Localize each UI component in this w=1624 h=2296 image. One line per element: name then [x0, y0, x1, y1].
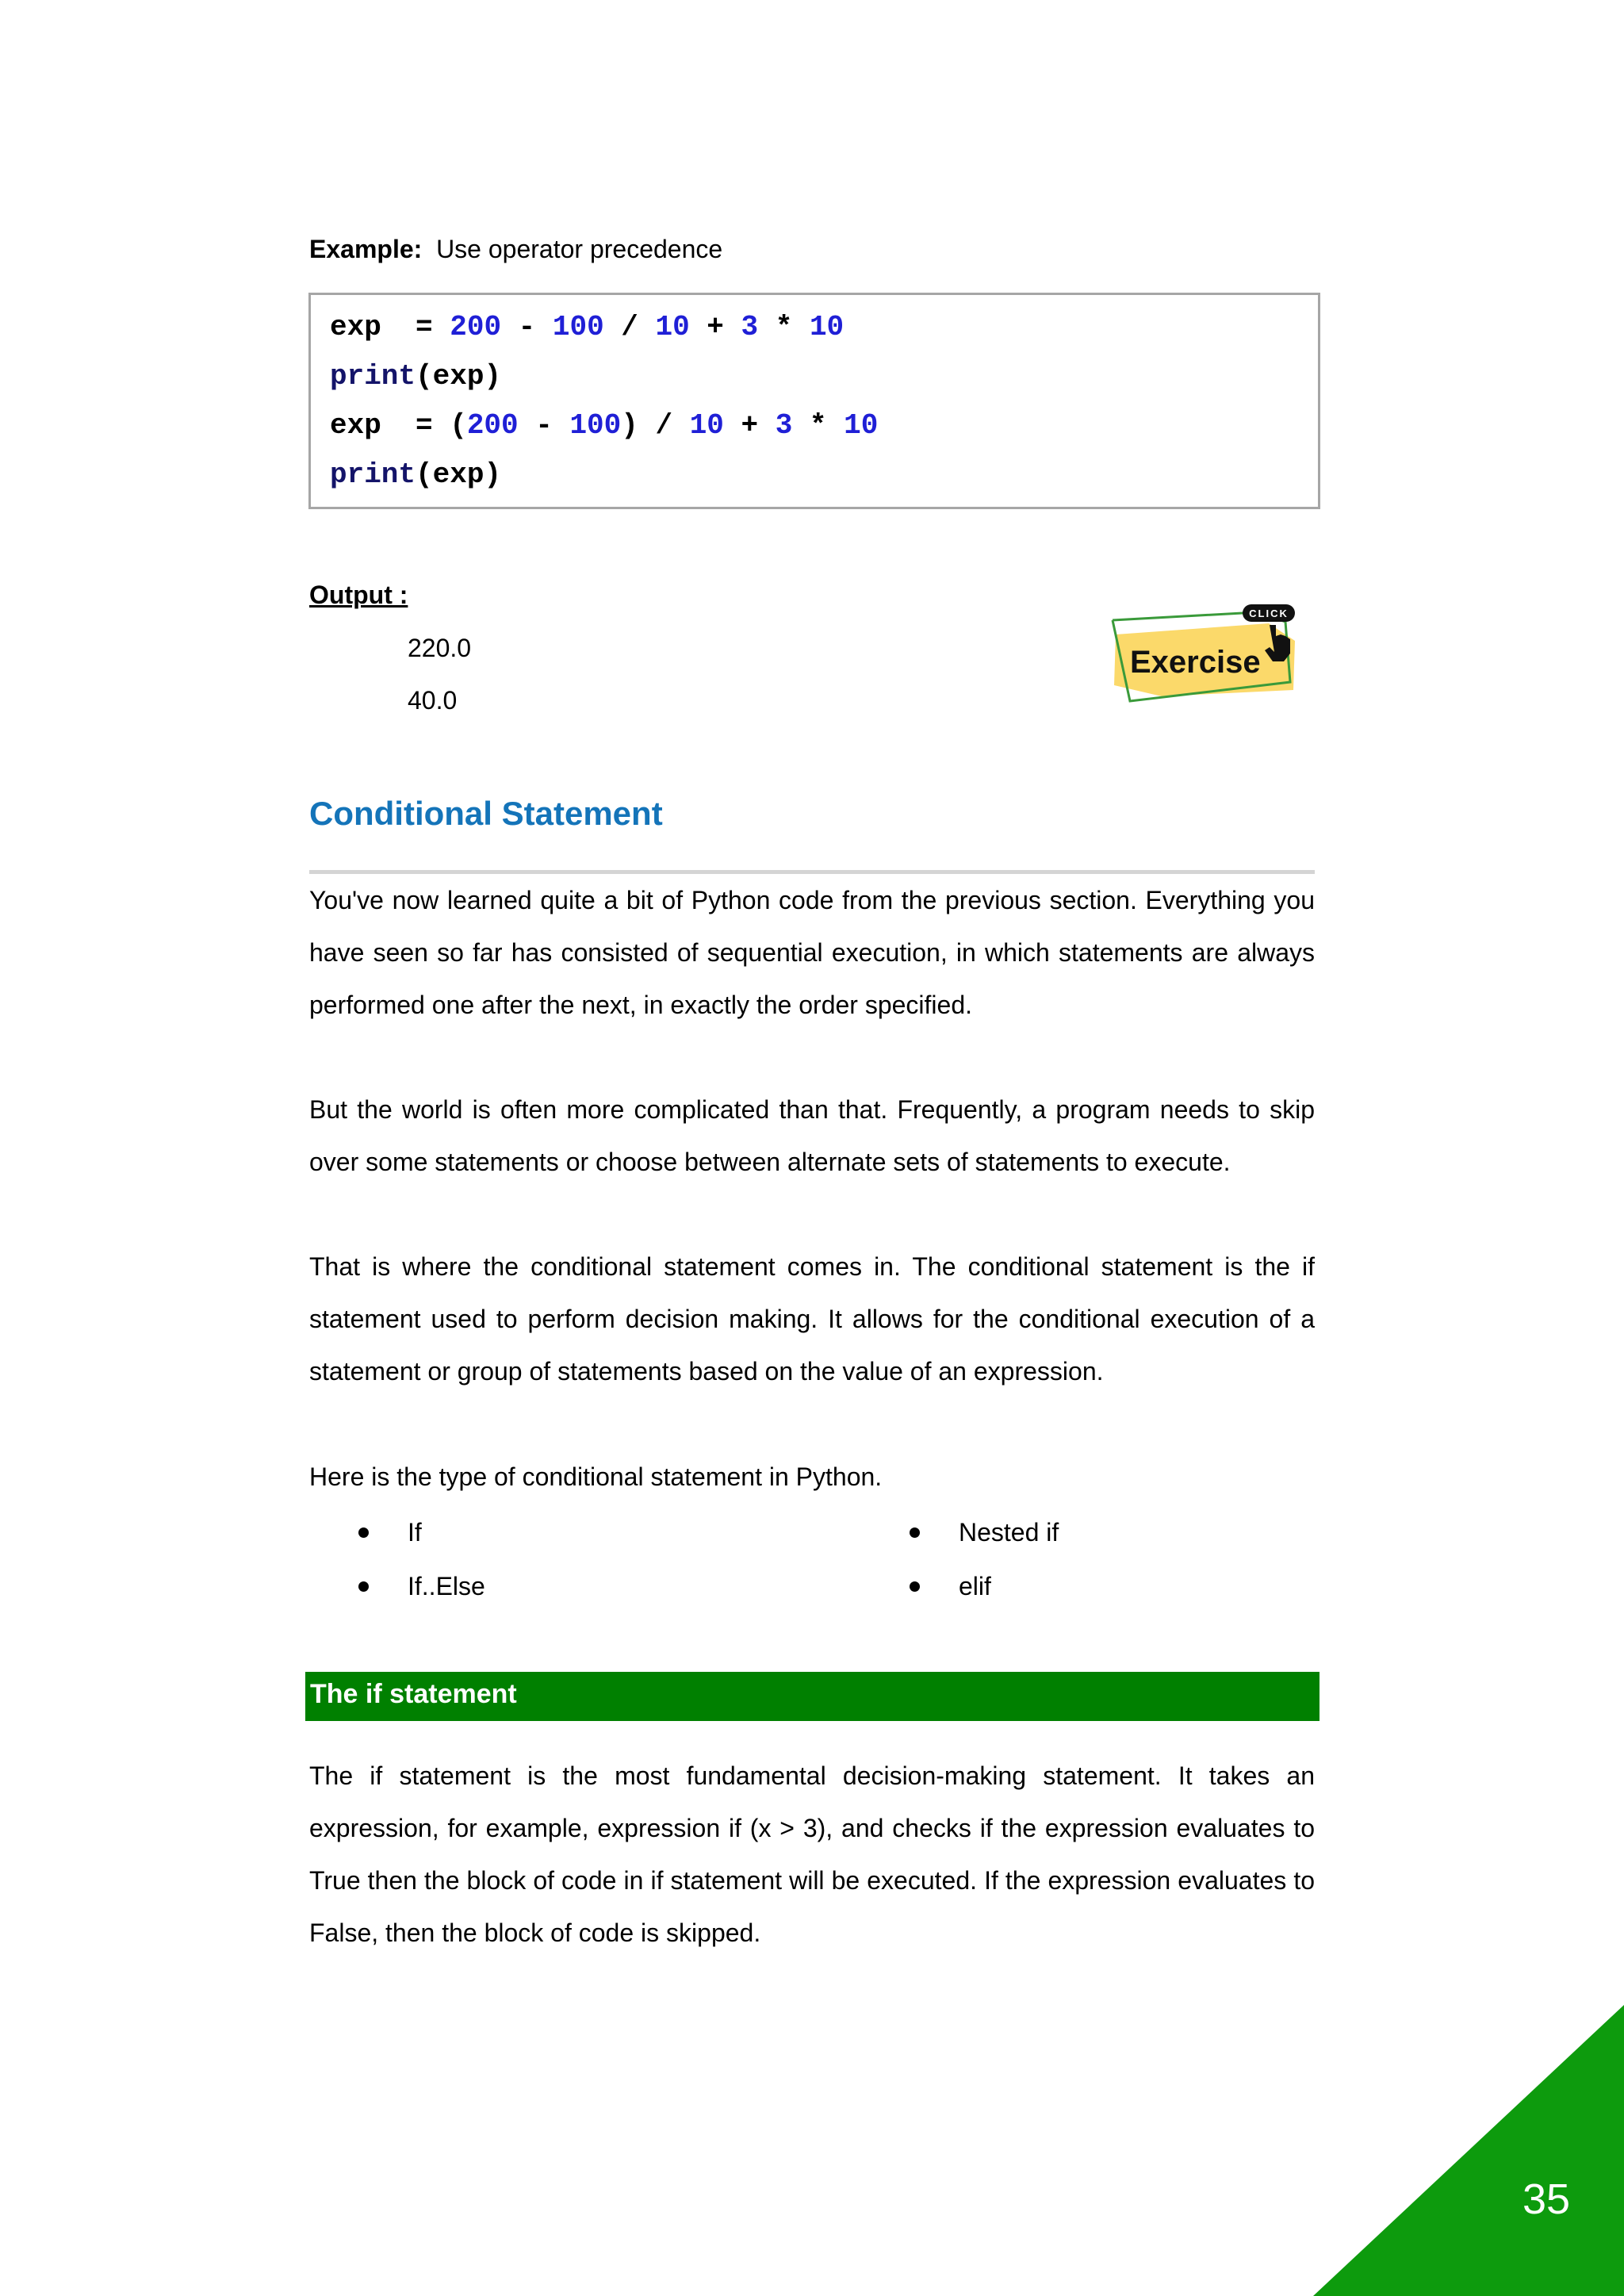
code-token: - [518, 409, 570, 442]
code-number: 3 [741, 311, 759, 343]
code-token: (exp) [416, 360, 502, 393]
click-label: CLICK [1249, 608, 1289, 619]
if-statement-paragraph: The if statement is the most fundamental decision-making statement. It takes an expression, for example, expression if (x > 3), and checks if the expression evaluates to True then the block of code in if statement will be executed. If the expression evaluates to False, then the block of code is skipped. [309, 1761, 1315, 1947]
output-label: Output : [309, 581, 408, 609]
example-label: Example: [309, 235, 423, 263]
code-line-3 [330, 401, 1318, 450]
code-number: 100 [552, 311, 604, 343]
example-text: Use operator precedence [436, 235, 723, 263]
code-token: exp = [330, 311, 450, 343]
code-number: 10 [689, 409, 724, 442]
bullet-icon [358, 1527, 369, 1538]
output-value-1: 220.0 [408, 634, 472, 662]
code-token: ) / [621, 409, 690, 442]
bullet-icon [358, 1581, 369, 1592]
example-caption [309, 232, 722, 266]
code-number: 200 [450, 311, 502, 343]
page-number: 35 [1522, 2175, 1571, 2223]
code-line-4 [330, 450, 1318, 500]
code-number: 10 [809, 311, 845, 343]
code-token: / [603, 311, 656, 343]
code-token: + [723, 409, 776, 442]
paragraph-4: Here is the type of conditional statement in Python. [309, 1462, 883, 1491]
section-title: Conditional Statement [309, 795, 663, 832]
code-keyword: print [330, 458, 416, 491]
exercise-label: Exercise [1130, 645, 1261, 680]
code-token: + [689, 311, 741, 343]
paragraph-2: But the world is often more complicated than that. Frequently, a program needs to skip over some statements or choose between alternate sets of statements to execute. [309, 1095, 1315, 1176]
list-item-label: If..Else [408, 1572, 485, 1600]
paragraph-1: You've now learned quite a bit of Python code from the previous section. Everything you have seen so far has consisted of sequential execution, in which statements are always performed one after the next, in exactly the order specified. [309, 886, 1315, 1019]
list-item-label: Nested if [959, 1518, 1059, 1547]
code-token: * [792, 409, 845, 442]
list-item-label: If [408, 1518, 422, 1547]
code-number: 10 [844, 409, 879, 442]
subsection-title: The if statement [310, 1679, 517, 1709]
exercise-badge-graphic [1106, 603, 1300, 704]
code-token: (exp) [416, 458, 502, 491]
subsection-header [305, 1672, 1320, 1721]
code-keyword: print [330, 360, 416, 393]
list-item-label: elif [959, 1572, 991, 1600]
code-line-1 [330, 303, 1318, 352]
bullet-icon [910, 1527, 920, 1538]
bullet-icon [910, 1581, 920, 1592]
code-number: 200 [466, 409, 519, 442]
code-number: 10 [655, 311, 690, 343]
code-token: - [501, 311, 553, 343]
code-token: * [758, 311, 810, 343]
code-number: 3 [775, 409, 793, 442]
output-value-2: 40.0 [408, 686, 458, 715]
corner-triangle [1313, 2005, 1624, 2296]
code-block [308, 293, 1320, 509]
code-line-2 [330, 352, 1318, 401]
paragraph-3: That is where the conditional statement comes in. The conditional statement is the if statement used to perform decision making. It allows for the conditional execution of a statement or group of statements based on the value of an expression. [309, 1252, 1315, 1386]
code-token: exp = ( [330, 409, 467, 442]
code-number: 100 [569, 409, 622, 442]
exercise-button[interactable] [1106, 603, 1300, 704]
